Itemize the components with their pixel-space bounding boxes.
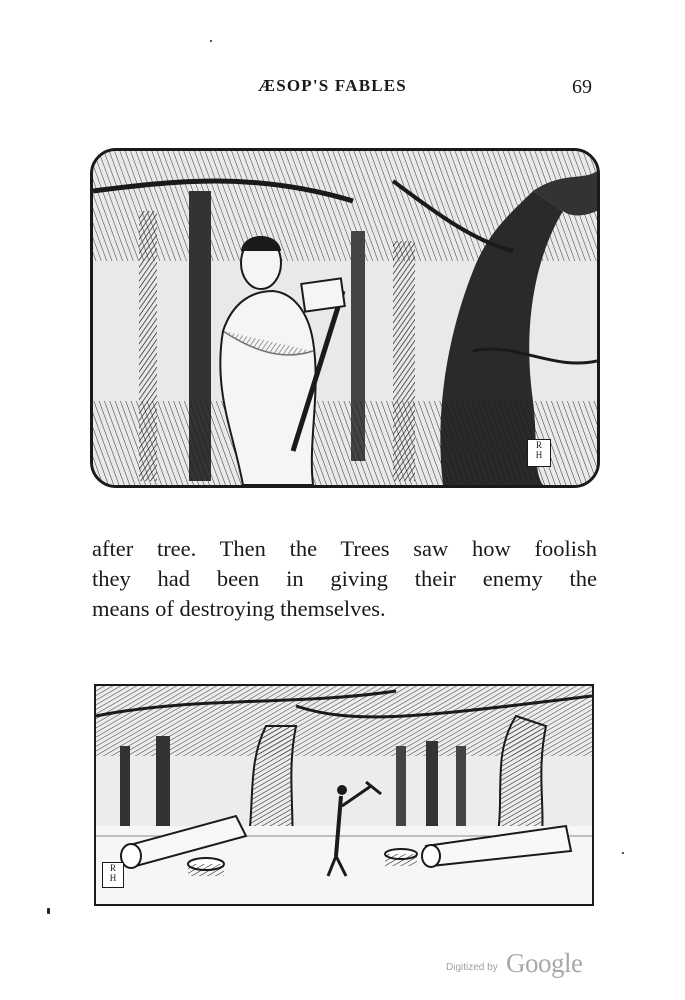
illustration-felled-forest — [94, 684, 594, 906]
digitization-watermark — [446, 948, 606, 982]
text-line: they had been in giving their enemy the — [92, 566, 597, 591]
ink-speck — [47, 908, 50, 914]
monogram-letter-h: H — [535, 450, 543, 460]
monogram-letter-r: R — [109, 863, 116, 873]
monogram-letter-h: H — [109, 873, 117, 883]
text-line: after tree. Then the Trees saw how foolish — [92, 536, 597, 561]
text-line: means of destroying themselves. — [92, 596, 386, 621]
woodcut-engraving — [96, 686, 592, 904]
page-header — [0, 76, 685, 102]
artist-monogram — [527, 439, 551, 467]
monogram-letter-r: R — [535, 440, 542, 450]
digitized-label: Digitized by — [446, 962, 498, 973]
ink-speck — [622, 852, 624, 854]
ink-speck — [210, 40, 212, 42]
running-head: ÆSOP'S FABLES — [258, 76, 407, 95]
artist-monogram — [102, 862, 124, 888]
fable-text — [92, 534, 597, 624]
woodcut-engraving — [93, 151, 597, 485]
illustration-woodman-with-axe — [90, 148, 600, 488]
google-wordmark: Google — [506, 948, 583, 978]
page-number: 69 — [572, 76, 592, 98]
